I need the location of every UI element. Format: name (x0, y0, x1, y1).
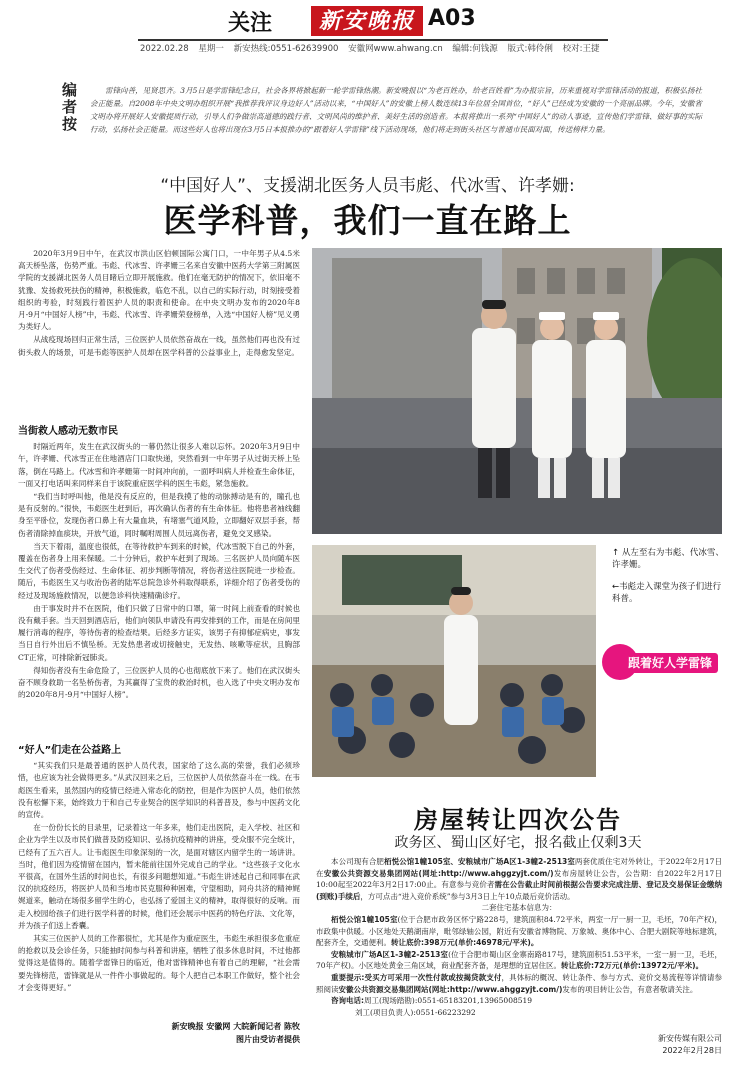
page-number: A03 (428, 6, 476, 31)
notice-subtitle: 政务区、蜀山区好宅，报名截止仅剩3天 (394, 835, 642, 851)
byline (150, 1020, 300, 1046)
weekday: 星期一 (198, 44, 224, 54)
paragraph: 当天下着雨，温度也很低，在等待救护车到来的时候，代冰雪脱下自己的外套，覆盖在伤者身上用来保暖。二十分钟后，救护车赶到了现场。三名医护人员向随车医生交代了伤者受伤经过、生命体征、初步判断等情况，将伤者送往医院进一步检查。随后，韦彪医生又与收治伤者的陆军总院急诊外科取得联系，详细介绍了伤者受伤的经过及现场施救情况，以便急诊科快速精确诊疗。 (18, 541, 300, 600)
website: 安徽网www.ahwang.cn (348, 44, 443, 54)
paragraph: 时隔近两年，发生在武汉街头的一幕仍然让很多人难以忘怀。2020年3月9日中午，许孝姗、代冰雪正在住地酒店门口取快递，突然看到一中年男子从过街天桥上坠落，倒在马路上。代冰雪和许孝姗第一时间冲向前，一面呼叫病人并检查生命体征，一面又打电话叫来同样来自于该院重症医学科的医生韦彪，紧急施救。 (18, 442, 300, 488)
section-heading: “好人”们走在公益路上 (18, 745, 122, 756)
byline-photo-credit: 图片由受访者提供 (236, 1035, 300, 1044)
paragraph: 从战疫现场回归正常生活，三位医护人员依然奋战在一线，虽然他们再也没有过街头救人的场景，可是韦彪等医护人员却在医学科普的公益事业上，走得愈发坚定。 (18, 335, 300, 357)
masthead-info (140, 42, 606, 54)
notice-paragraph: 本公司现有合肥栢悦公馆1幢105室、安粮城市广场A区1-3幢2-2513室两套优质住宅对外转让，于2022年2月17日在安徽公共资源交易集团网站(网址:http://www.ahggzyjt.com/)发布房屋转让公告，公告期：自2022年2月17日10:00起至2022年3月2日17:00止。有意参与竞价者需在公告截止时间前根据公告要求完成注册、登记及交易保证金缴纳(到账)手续后，方可点击“进入竞价系统”参与3月3日上午10点最后竞价活动。 (316, 857, 723, 901)
issue-date: 2022.02.28 (140, 44, 189, 54)
newspaper-logo: 新安晚报 (311, 6, 423, 36)
notice-company: 新安传媒有限公司 (658, 1034, 722, 1043)
notice-date: 2022年2月28日 (662, 1046, 722, 1055)
paragraph: 得知伤者没有生命危险了，三位医护人员的心也彻底放下来了。他们在武汉街头奋不顾身救助一名坠桥伤者，为其赢得了宝贵的救治时机，也入选了中央文明办发布的2020年8月-9月“中国好人榜”。 (18, 665, 300, 700)
paragraph: “其实我们只是最普通的医护人员代表，国家给了这么高的荣誉，我们必须珍惜，也应该为社会做得更多。”从武汉回来之后，三位医护人员依然奋斗在一线。在韦彪医生看来，虽然国内的疫情已经进入常态化的防控，但是作为医护人员，他们依然没有松懈下来，始终致力于和自己专业契合的医学知识的科普普及，参与中医药文化的宣传。 (18, 761, 300, 820)
paragraph: “我们当时呼叫他，他是没有反应的，但是我摸了他的动脉搏动是有的，瞳孔也是有反射的。”很快，韦彪医生赶到后，再次确认伤者的有生命体征。他将患者袖线翻身至平卧位，发现伤者口鼻上有大量血块，有堵塞气道风险，立即翻好双层手套，帮伤者清除掉血痰块，开放气道，同时嘱咐周围人员远离伤者，避免交叉感染。 (18, 492, 300, 538)
editor-note (62, 82, 702, 154)
photo-classroom (312, 545, 596, 777)
masthead (0, 0, 735, 56)
paragraph: 其实三位医护人员的工作都很忙，尤其是作为重症医生，韦彪生承担很多危重症的抢救以及会诊任务，只能抽时间参与科普和讲座，牺牲了很多休息时间，不过他都觉得这是值得的。随着学雷锋日的临近，他对雷锋精神也有着自己的理解，“社会需要先锋榜范，雷锋就是从一件件小事做起的。每个人把自己本职工作做好，整个社会才会变得更好。” (18, 934, 300, 992)
article-section-1 (18, 422, 300, 702)
caption-staff: ↑ 从左至右为韦彪、代冰雪、许孝姗。 (612, 548, 724, 570)
photo-medical-staff-image (312, 248, 722, 534)
notice-signature (560, 1033, 722, 1057)
notice-contact: 咨询电话:周工(现场踏勘):0551-65183201,13965008519 (331, 996, 533, 1006)
notice-item-1: 栢悦公馆1幢105室(位于合肥市政务区怀宁路228号，建筑面积84.72平米，两室一厅一厨一卫，毛坯，70年产权)，市政集中供暖。小区地处天鹅湖南岸，毗邻绿轴公园，附近有安徽省博物院、万象城、奥体中心、合肥大剧院等地标建筑，配套齐全，交通便利。转让底价:398万元(单价:46978元/平米)。 (316, 914, 722, 948)
article-kicker: “中国好人”、支援湖北医务人员韦彪、代冰雪、许孝姗: (160, 176, 575, 196)
article-section-2 (18, 741, 300, 995)
editor-credit: 编辑:何钱源 (452, 44, 498, 54)
photo-captions (612, 547, 724, 615)
byline-reporter: 新安晚报 安徽网 大皖新闻记者 陈牧 (171, 1022, 300, 1031)
photo-medical-staff (312, 248, 722, 534)
editor-note-label: 编者按 (62, 81, 78, 133)
badge-label: 跟着好人学雷锋 (622, 653, 718, 673)
masthead-rule (138, 39, 608, 41)
paragraph: 2020年3月9日中午，在武汉市洪山区伯顿国际公寓门口，一中年男子从4.5米高天桥坠落，伤势严重。韦彪、代冰雪、许孝姗三名来自安徽中医药大学第三附属医学院的支援湖北医务人员目睹后立即开展施救。他们在毫无防护的情况下，依旧毫不犹豫、发扬救死扶伤的精神，积极施救，临危不乱，以自己的实际行动，时刻接受着组织的考验，时刻践行着医护人员的职责和使命。在中央文明办发布的2020年8月-9月“中国好人榜”中，韦彪、代冰雪、许孝姗荣登榜单，入选“中国好人榜”见义勇为类好人。 (18, 249, 300, 332)
notice-contact-2: 刘工(项目负责人):0551-66223292 (355, 1007, 476, 1017)
notice-item-2: 安粮城市广场A区1-3幢2-2513室(位于合肥市蜀山区金寨南路817号，建筑面积51.53平米，一室一厨一卫，毛坯，70年产权)。小区地处黄金三角区域，商业配套齐备，是理想的宜居住区。转让底价:72万元(单价:13972元/平米)。 (316, 949, 722, 971)
campaign-badge (600, 640, 726, 684)
section-heading: 当街救人感动无数市民 (18, 426, 118, 437)
layout-credit: 版式:韩伶俐 (507, 44, 553, 54)
hotline: 新安热线:0551-62639900 (233, 44, 339, 54)
section-name: 关注 (228, 11, 273, 36)
notice-important: 重要提示:受买方可采用一次性付款或按揭贷款支付，具体标的概况、转让条件、参与方式、竞价交易流程等详情请参照阅读安徽公共资源交易集团网站(网址:http://www.ahggzyjt.com/)发布的项目转让公告，有意者敬请关注。 (316, 972, 723, 994)
caption-classroom: ←韦彪走入课堂为孩子们进行科普。 (612, 582, 722, 604)
property-transfer-notice (310, 790, 726, 1060)
notice-list-title: 二套住宅基本信息为： (481, 903, 557, 913)
article-intro (18, 248, 300, 360)
paragraph: 由于事发时并不在医院，他们只做了日常中的口罩，第一时间上前查看的时候也没有戴手套。当天回到酒店后，他们向领队申请没有再安排到的工作，而是在房间里履行消毒的程序，等待伤者的检查结果。后经多方证实，该男子有抑郁症病史，事发当日自行外出后不慎坠桥。无发热患者或切接触史，无发热、咳嗽等症状，且胸部CT正常，可排除新冠肺炎。 (18, 603, 300, 662)
notice-title: 房屋转让四次公告 (414, 806, 622, 834)
proofread-credit: 校对:王捷 (562, 44, 600, 54)
notice-body (316, 856, 722, 1018)
photo-classroom-image (312, 545, 596, 777)
article-headline: 医学科普，我们一直在路上 (163, 201, 572, 240)
paragraph: 在一份份长长的目录里，记录着这一年多来，他们走出医院，走入学校、社区和企业为学生以及市民们做普及防疫知识、弘扬抗疫精神的讲座，受众服不完全统计，已经有了五六百人。让韦彪医生印象深刻的一次，是面对辖区内留学生的一场讲讲。当时，他们因为疫情留在国内，暂未能前往国外完成自己的学业。“这些孩子文化水平很高，在国外生活的时间也长，有很多问题想知道。”韦彪生讲述起自己和同事在武汉的抗疫经历，将医护人员和当地市民克服种种困难，守望相助，同舟共济的精神娓娓道来，触动在场很多留学生的心，也弘扬了爱国主义的精神，取得很好的反响。而走入校园给孩子们进行医学科普的时候，他们还会展示中医药的特色疗法、文化等，并为孩子们送上香囊。 (18, 823, 300, 930)
editor-note-text: 雷锋向善，见贤思齐。3月5日是学雷锋纪念日，社会各界将掀起新一轮学雷锋热潮。新安晚报以“为老百姓办，给老百姓看”为办报宗旨，历来重视对学雷锋活动的报道，积极弘扬社会正能量。自2008年中央文明办组织开展“我推荐我评议身边好人”活动以来，“中国好人”的安徽上榜人数连续13年位居全国首位，“好人”已经成为安徽的一个亮丽品牌。今年，安徽省文明办将开展好人安徽提质行动，引导人们争做崇高道德的践行者、文明风尚的维护者、美好生活的创造者。本报将推出一系列“中国好人”的动人事迹，宣传他们学雷锋、做好事的实际行动，弘扬社会正能量。而这些好人也将出现在3月5日本报推办的“跟着好人学雷锋”线下活动现场，他们将走到街头社区与普通市民面对面，传送榜样力量。 (90, 86, 702, 134)
